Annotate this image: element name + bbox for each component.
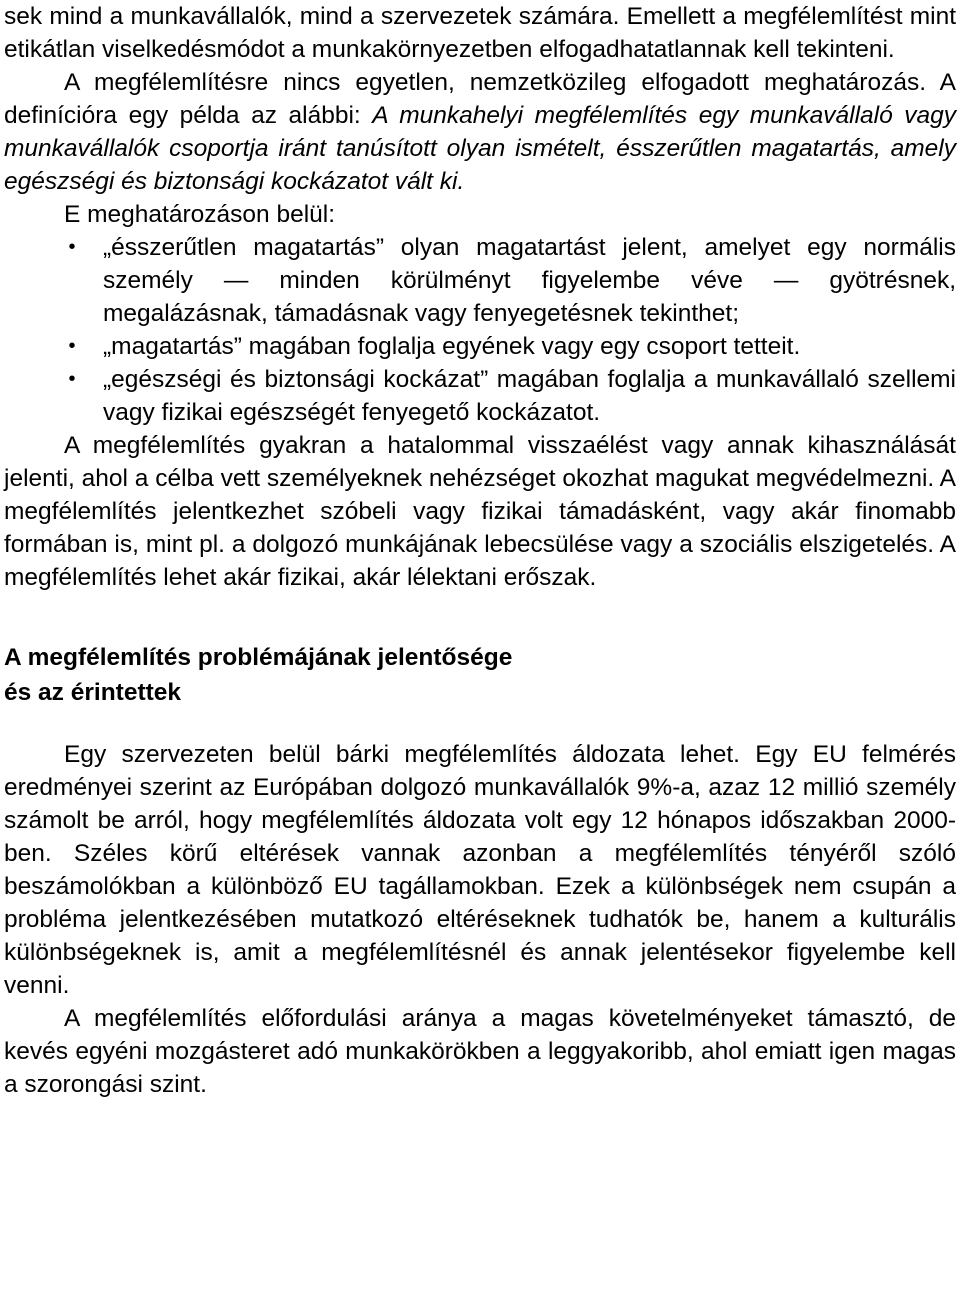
paragraph-eu-survey: Egy szervezeten belül bárki megfélemlítés áldozata lehet. Egy EU felmérés eredményei szerint az Európában dolgozó munkavállalók 9%-a, azaz 12 millió személy számolt be arról, hogy megfélemlítés áldozata volt egy 12 hónapos időszakban 2000-ben. Széles körű eltérések vannak azonban a megfélemlítés tényéről szóló beszámolókban a különböző EU tagállamokban. Ezek a különbségek nem csupán a probléma jelentkezésében mutatkozó eltéréseknek tudhatók be, hanem a kulturális különbségeknek is, amit a megfélemlítésnél és annak jelentésekor figyelembe kell venni. <box>4 741 956 999</box>
paragraph-definition <box>4 66 956 198</box>
section-heading <box>4 640 956 710</box>
bullet-icon: • <box>68 335 76 357</box>
section-heading-line-1: A megfélemlítés problémájának jelentősége <box>4 644 513 671</box>
bullet-icon: • <box>68 236 76 258</box>
paragraph-prevalence: A megfélemlítés előfordulási aránya a magas követelményeket támasztó, de kevés egyéni mozgásteret adó munkakörökben a leggyakoribb, ahol emiatt igen magas a szorongási szint. <box>4 1005 956 1098</box>
list-item <box>4 363 956 429</box>
bullet-icon: • <box>68 368 76 390</box>
section-heading-line-2: és az érintettek <box>4 679 182 706</box>
paragraph-within-definition: E meghatározáson belül: <box>64 201 336 228</box>
document-page <box>4 0 956 1101</box>
definition-lead-text: A megfélemlítésre nincs egyetlen, nemzetközileg elfogadott meghatározás. A definícióra egy példa az alábbi: <box>4 69 956 129</box>
bullet-list <box>4 231 956 429</box>
paragraph-intro: sek mind a munkavállalók, mind a szervezetek számára. Emellett a megfélemlítést mint etikátlan viselkedésmódot a munkakörnyezetben elfogadhatatlannak kell tekinteni. <box>4 3 956 63</box>
list-item <box>4 330 956 363</box>
list-item-text: „ésszerűtlen magatartás” olyan magatartást jelent, amelyet egy normális személy — minden körülményt figyelembe véve — gyötrésnek, megalázásnak, támadásnak vagy fenyegetésnek tekinthet; <box>103 234 956 327</box>
list-item-text: „egészségi és biztonsági kockázat” magában foglalja a munkavállaló szellemi vagy fizikai egészségét fenyegető kockázatot. <box>103 366 956 426</box>
definition-italic-text: A munkahelyi megfélemlítés egy munkavállaló vagy munkavállalók csoportja iránt tanúsított olyan ismételt, ésszerűtlen magatartás, amely egészségi és biztonsági kockázatot vált ki. <box>4 102 957 195</box>
list-item <box>4 231 956 330</box>
paragraph-abuse-of-power: A megfélemlítés gyakran a hatalommal visszaélést vagy annak kihasználását jelenti, ahol a célba vett személyeknek nehézséget okozhat magukat megvédelmezni. A megfélemlítés jelentkezhet szóbeli vagy fizikai támadásként, vagy akár finomabb formában is, mint pl. a dolgozó munkájának lebecsülése vagy a szociális elszigetelés. A megfélemlítés lehet akár fizikai, akár lélektani erőszak. <box>4 432 956 591</box>
list-item-text: „magatartás” magában foglalja egyének vagy egy csoport tetteit. <box>103 333 801 360</box>
